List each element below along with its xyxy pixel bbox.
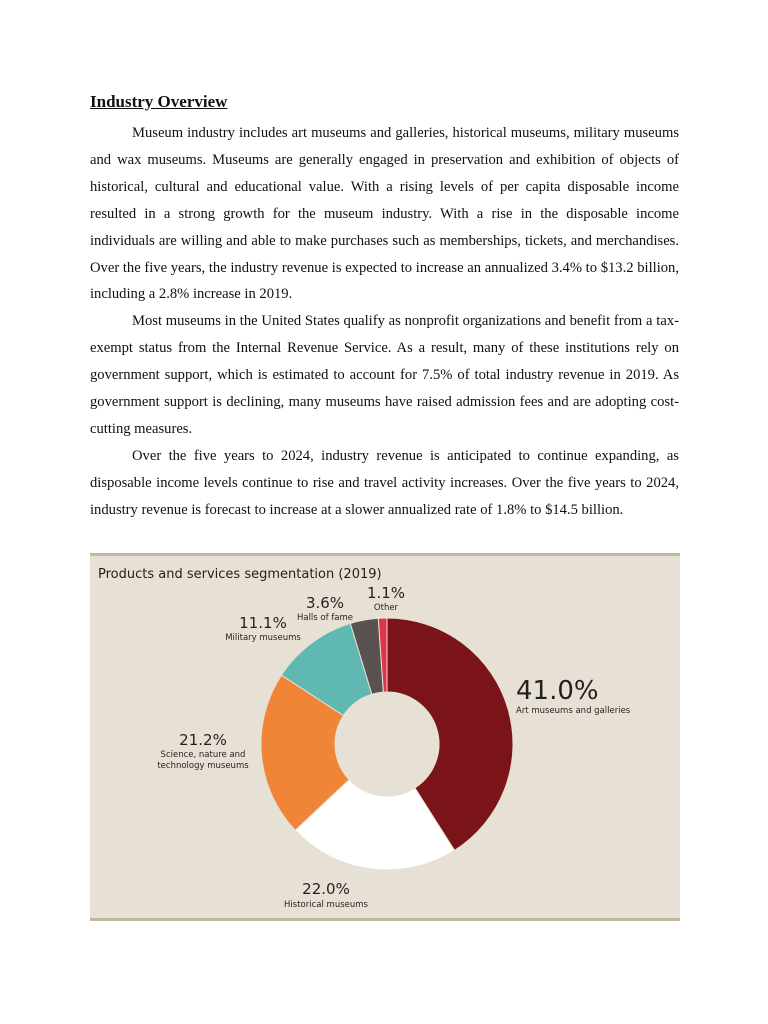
slice-category-label: Historical museums: [284, 900, 368, 910]
chart-title: Products and services segmentation (2019): [98, 567, 382, 582]
slice-percent-label: 3.6%: [305, 594, 345, 612]
slice-category-label: Halls of fame: [296, 613, 354, 623]
slice-category-label: Art museums and galleries: [516, 706, 631, 716]
slice-category-label: Military museums: [225, 633, 301, 643]
slice-percent-label: 22.0%: [302, 880, 350, 898]
paragraph: Most museums in the United States qualify as nonprofit organizations and benefit from a tax-exempt status from the Internal Revenue Service. As a result, many of these institutions rely on government support, which is estimated to account for 7.5% of total industry revenue in 2019. As government support is declining, many museums have raised admission fees and are adopting cost-cutting measures.: [90, 313, 679, 437]
body-text: [90, 120, 679, 524]
donut-chart: [90, 556, 680, 918]
segmentation-chart: [90, 553, 680, 921]
slice-category-label: Other: [373, 603, 399, 613]
slice-percent-label: 21.2%: [179, 731, 227, 749]
slice-percent-label: 41.0%: [516, 676, 599, 706]
slice-category-label: technology museums: [157, 761, 249, 771]
slice-percent-label: 11.1%: [239, 614, 287, 632]
slice-percent-label: 1.1%: [366, 584, 406, 602]
paragraph: Museum industry includes art museums and galleries, historical museums, military museums and wax museums. Museums are generally engaged in preservation and exhibition of objects of historical, cultural and educational value. With a rising levels of per capita disposable income resulted in a strong growth for the museum industry. With a rise in the disposable income individuals are willing and able to make purchases such as memberships, tickets, and merchandises. Over the five years, the industry revenue is expected to increase an annualized 3.4% to $13.2 billion, including a 2.8% increase in 2019.: [90, 125, 679, 303]
slice-category-label: Science, nature and: [160, 750, 246, 760]
paragraph: Over the five years to 2024, industry revenue is anticipated to continue expanding, as disposable income levels continue to rise and travel activity increases. Over the five years to 2024, industry revenue is forecast to increase at a slower annualized rate of 1.8% to $14.5 billion.: [90, 447, 679, 518]
section-heading: Industry Overview: [90, 92, 228, 111]
